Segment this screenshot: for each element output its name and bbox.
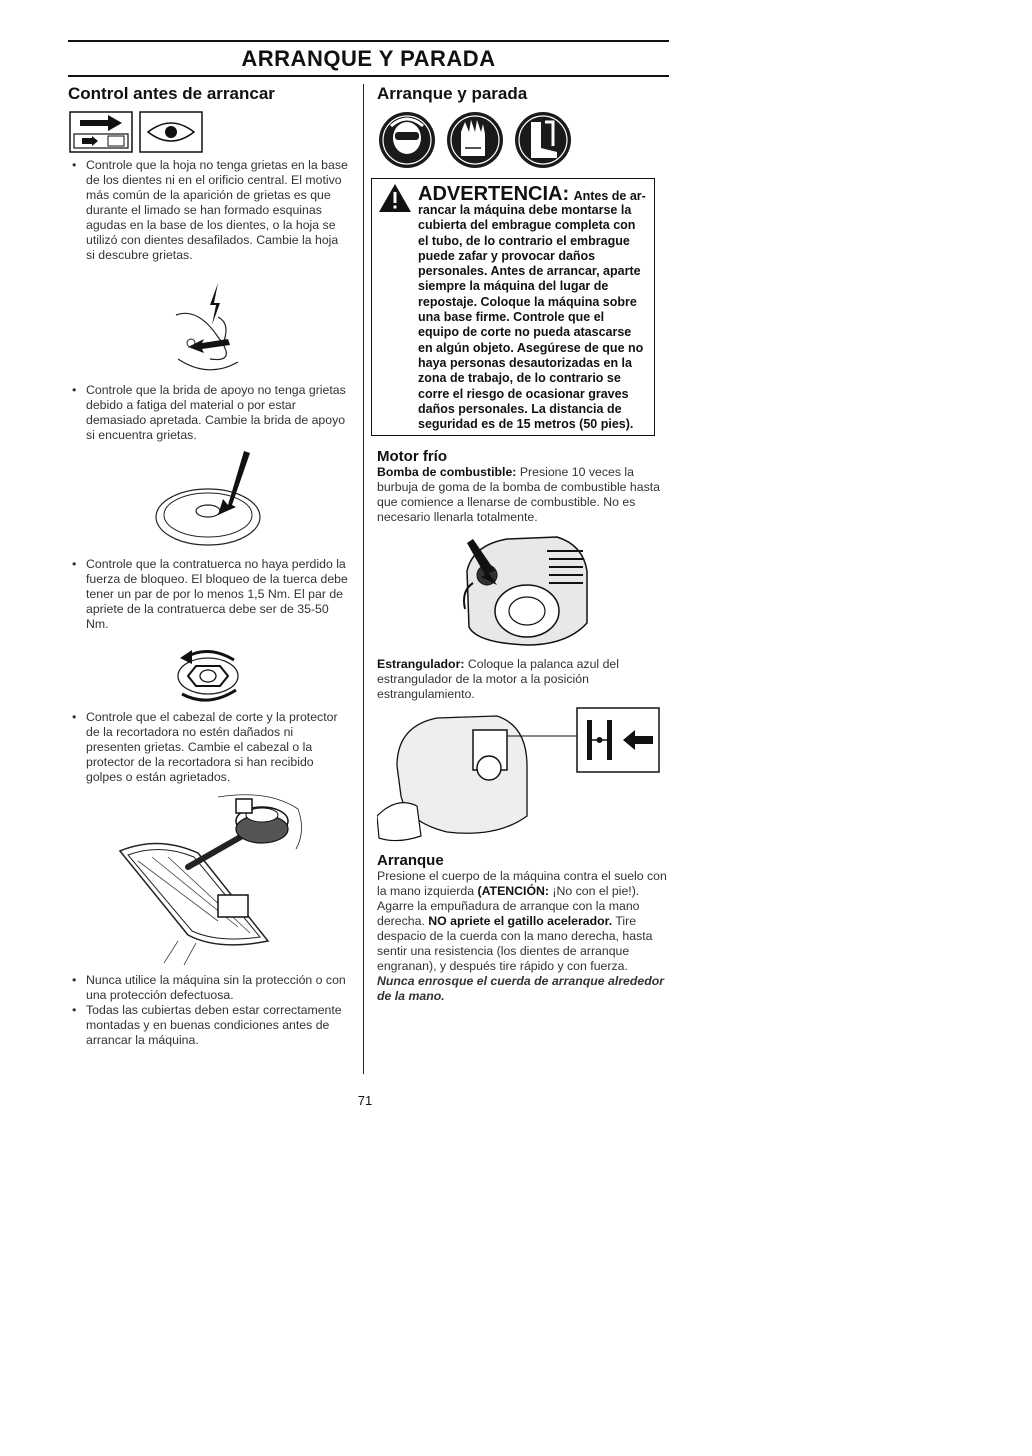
choke-paragraph [377,657,669,702]
start-warning: Nunca enrosque el cuerda de arranque alrededor de la mano. [377,974,665,1004]
ppe-icons [377,108,577,172]
warning-label: ADVERTENCIA: [418,183,570,205]
trimmer-guard-figure [68,791,350,967]
arrow-right-icon [68,110,208,154]
fuel-pump-paragraph [377,465,669,525]
start-no-throttle: NO apriete el gatillo acelerador. [428,914,613,929]
bullet-support-flange: • Controle que la brida de apoyo no tenga grietas debido a fatiga del material o por estar demasiado apretada. Cambie la brida de apoyo si encuentra grietas. [86,383,350,443]
face-protection-icon [379,112,435,168]
start-text-1: Presione el cuerpo de la máquina contra el suelo con la mano izquierda [377,869,667,899]
bullet-blade-cracks: • Controle que la hoja no tenga grietas en la base de los dientes ni en el orificio central. El motivo más común de la aparición de grietas es que durante el limado se han formado esquinas agudas en la base de los dientes, o la hoja se utilizó con dientes desafilados. Cambie la hoja si descubre grietas. [86,158,350,263]
boots-icon [515,112,571,168]
start-text-3: Tire despacio de la cuerda con la mano derecha, hasta sentir una resistencia (los dientes de arranque engranan), y después tire rápido y con fuerza. [377,914,653,974]
start-text-2: ¡No con el pie!). Agarre la empuñadura de arranque con la mano derecha. [377,884,640,929]
column-divider [363,84,364,1074]
cold-engine-heading: Motor frío [377,448,447,466]
fuel-pump-figure [377,531,669,649]
page-title: ARRANQUE Y PARADA [241,46,496,71]
fuel-pump-text: Presione 10 veces la burbuja de goma de la bomba de combustible hasta que comience a llenarse de combustible. No es necesario llenarla totalmente. [377,465,661,525]
choke-label: Estrangulador: [377,657,465,672]
bullet-trimmer-head: • Controle que el cabezal de corte y la protector de la recortadora no estén dañados ni presenten grietas. Cambie el cabezal o la protector de la recortadora si han recibido golpes o están agrietados. [86,710,350,785]
eye-inspect-icon [140,112,202,152]
warning-lead: Antes de ar- [573,189,646,203]
warning-text: rancar la máquina debe montarse la cubierta del embrague completa con el tubo, de lo contrario el embrague puede zafar y provocar daños personales. Antes de arrancar, aparte siempre la máquina del lugar de repostaje. Coloque la máquina sobre una base firme. Controle que el equipo de corte no pueda atascarse en algún objeto. Asegúrese de que no haya personas desautorizadas en la zona de trabajo, de lo contrario se corre el riesgo de ocasionar graves daños personales. La distancia de seguridad es de 15 metros (50 pies). [418,203,644,432]
right-column [377,84,669,1004]
title-rule [68,75,669,77]
start-attention: (ATENCIÓN: [477,884,549,899]
support-flange-figure [68,447,350,555]
blade-crack-figure [68,267,350,379]
choke-figure [377,706,669,846]
section-heading-arranque: Arranque y parada [377,84,528,103]
choke-text: Coloque la palanca azul del estrangulador de la motor a la posición estrangulamiento. [377,657,619,702]
bullet-lock-nut: • Controle que la contratuerca no haya perdido la fuerza de bloqueo. El bloqueo de la tuerca debe tener un par de por lo menos 1,5 Nm. El par de apriete de la contratuerca debe ser de 35-50 Nm. [86,557,350,632]
gloves-icon [447,112,503,168]
warning-triangle-icon [378,183,412,213]
start-heading: Arranque [377,852,444,870]
page-number: 71 [357,1093,373,1108]
fuel-pump-label: Bomba de combustible: [377,465,517,480]
top-rule [68,40,669,42]
warning-box [371,178,655,436]
lock-nut-figure [68,636,350,708]
start-paragraph [377,869,669,974]
left-column [68,84,350,1048]
section-heading-control: Control antes de arrancar [68,84,275,103]
bullet-protection: • Nunca utilice la máquina sin la protección o con una protección defectuosa. [86,973,350,1003]
bullet-covers: • Todas las cubiertas deben estar correctamente montadas y en buenas condiciones antes de arrancar la máquina. [86,1003,350,1048]
